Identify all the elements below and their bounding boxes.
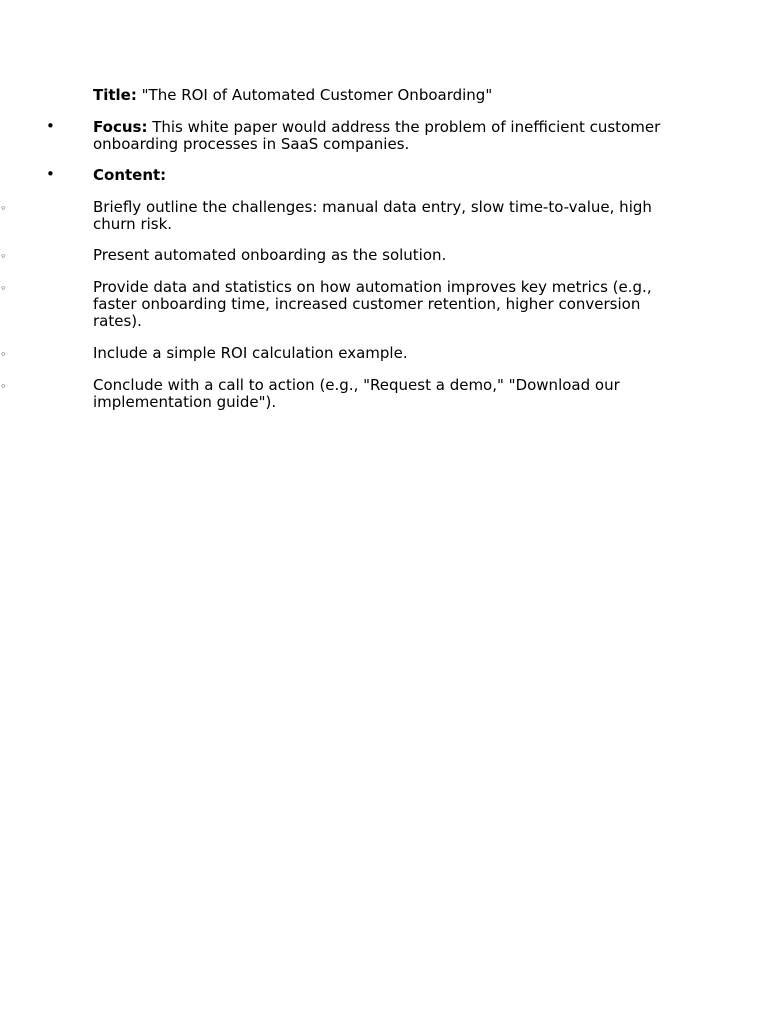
content-line	[93, 167, 693, 184]
focus-line	[93, 119, 693, 153]
title-line	[93, 87, 693, 104]
title-label: Title:	[93, 86, 137, 104]
sub-item-solution: Present automated onboarding as the solution.	[93, 246, 447, 264]
sub-bullet-1: ◦	[0, 202, 7, 215]
sub-bullet-3: ◦	[0, 282, 7, 295]
sub-item-call-to-action: Conclude with a call to action (e.g., "Request a demo," "Download our implementation guide").	[93, 376, 620, 411]
sub-item-challenges: Briefly outline the challenges: manual data entry, slow time-to-value, high churn risk.	[93, 198, 652, 233]
content-label: Content:	[93, 166, 167, 184]
focus-label: Focus:	[93, 118, 148, 136]
sub-bullet-4: ◦	[0, 348, 7, 361]
content-bullet: •	[46, 165, 55, 183]
title-text: "The ROI of Automated Customer Onboarding"	[136, 86, 493, 104]
sub-item-roi-example: Include a simple ROI calculation example.	[93, 344, 408, 362]
sub-item-statistics: Provide data and statistics on how automation improves key metrics (e.g., faster onboarding time, increased customer retention, higher conversion rates).	[93, 278, 652, 330]
sub-bullet-5: ◦	[0, 380, 7, 393]
focus-text: This white paper would address the problem of inefficient customer onboarding processes in SaaS companies.	[93, 118, 661, 153]
sub-bullet-2: ◦	[0, 250, 7, 263]
focus-bullet: •	[46, 117, 55, 135]
